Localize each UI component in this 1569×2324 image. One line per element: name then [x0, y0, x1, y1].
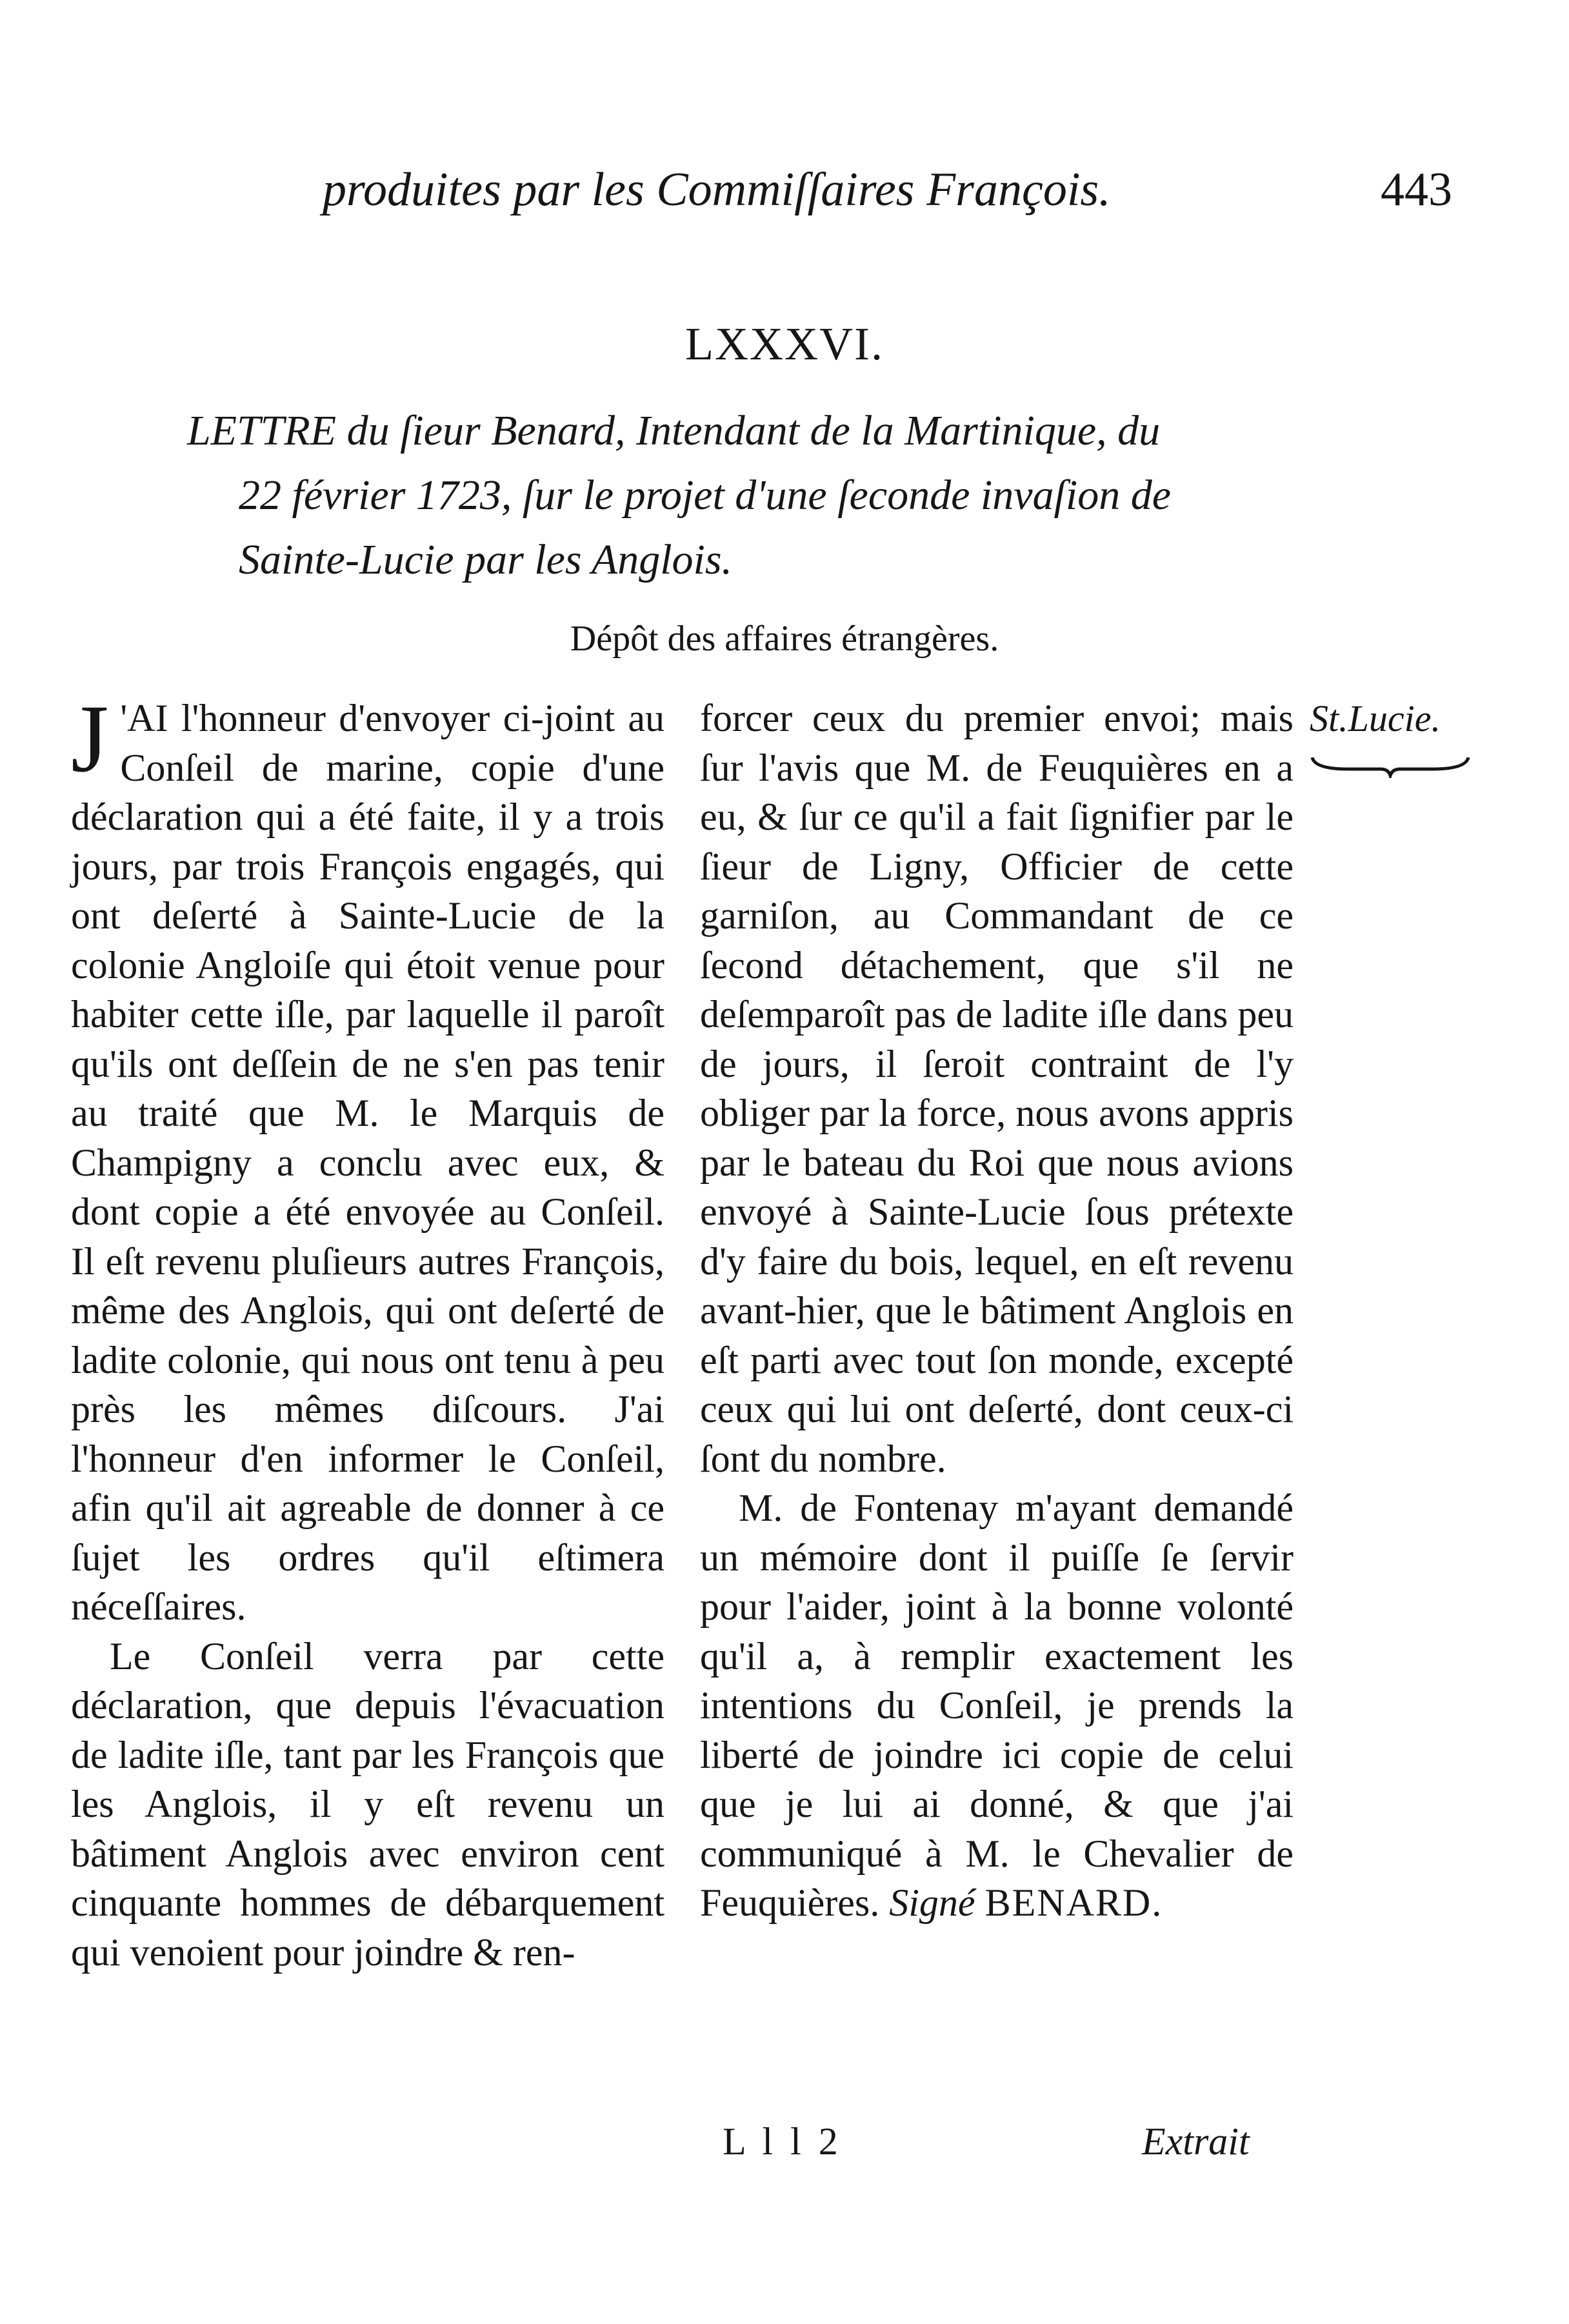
- page-number: 443: [1381, 163, 1452, 216]
- paragraph-text: 'AI l'honneur d'envoyer ci-joint au Conſeil de marine, copie d'une déclaration qui a été faite, il y a trois jours, par trois François engagés, qui ont deſerté à Sainte-Lucie de la colonie Angloiſe qui étoit venue pour habiter cette iſle, par laquelle il paroît qu'ils ont deſſein de ne s'en pas tenir au traité que M. le Marquis de Champigny a conclu avec eux, & dont copie a été envoyée au Conſeil. Il eſt revenu pluſieurs autres François, même des Anglois, qui ont deſerté de ladite colonie, qui nous ont tenu à peu près les mêmes diſcours. J'ai l'honneur d'en informer le Conſeil, afin qu'il ait agreable de donner à ce ſujet les ordres qu'il eſtimera néceſſaires.: [71, 697, 665, 1628]
- signed-word: Signé: [889, 1881, 975, 1924]
- running-head: produites par les Commiſſaires François.: [323, 163, 1111, 216]
- body-paragraph: [71, 685, 665, 1632]
- source-line: Dépôt des affaires étrangères.: [570, 619, 999, 659]
- document-number: LXXXVI.: [685, 318, 884, 370]
- left-column: [71, 685, 665, 1977]
- title-first-line: LETTRE du ſieur Benard, Intendant de la Martinique, du: [187, 407, 1161, 454]
- signer-name: BENARD.: [984, 1881, 1163, 1924]
- body-paragraph: [700, 1483, 1294, 1928]
- printer-signature-mark: L l l 2: [723, 2120, 842, 2163]
- right-column: [700, 694, 1294, 1928]
- paragraph-text: M. de Fontenay m'ayant demandé un mémoire dont il puiſſe ſe ſervir pour l'aider, joint à la bonne volonté qu'il a, à remplir exactement les intentions du Conſeil, je prends la liberté de joindre ici copie de celui que je lui ai donné, & que j'ai communiqué à M. le Chevalier de Feuquières.: [700, 1487, 1294, 1924]
- catchword: Extrait: [1142, 2120, 1250, 2163]
- body-paragraph: Le Conſeil verra par cette déclaration, que depuis l'évacuation de ladite iſle, tant par les François que les Anglois, il y eſt revenu un bâtiment Anglois avec environ cent cinquante hommes de débarquement qui venoient pour joindre & ren-: [71, 1634, 665, 1974]
- margin-note: St.Lucie.: [1310, 697, 1441, 739]
- drop-cap: J: [71, 685, 109, 792]
- margin-brace-icon: [1310, 755, 1471, 778]
- title-continuation: 22 février 1723, ſur le projet d'une ſeconde invaſion de Sainte-Lucie par les Anglois.: [239, 472, 1172, 583]
- body-paragraph: forcer ceux du premier envoi; mais ſur l'avis que M. de Feuquières en a eu, & ſur ce qu'il a fait ſignifier par le ſieur de Ligny, Officier de cette garniſon, au Commandant de ce ſecond détachement, que s'il ne deſemparoît pas de ladite iſle dans peu de jours, il ſeroit contraint de l'y obliger par la force, nous avons appris par le bateau du Roi que nous avions envoyé à Sainte-Lucie ſous prétexte d'y faire du bois, lequel, en eſt revenu avant-hier, que le bâtiment Anglois en eſt parti avec tout ſon monde, excepté ceux qui lui ont deſerté, dont ceux-ci ſont du nombre.: [700, 697, 1294, 1480]
- document-title: [187, 399, 1284, 592]
